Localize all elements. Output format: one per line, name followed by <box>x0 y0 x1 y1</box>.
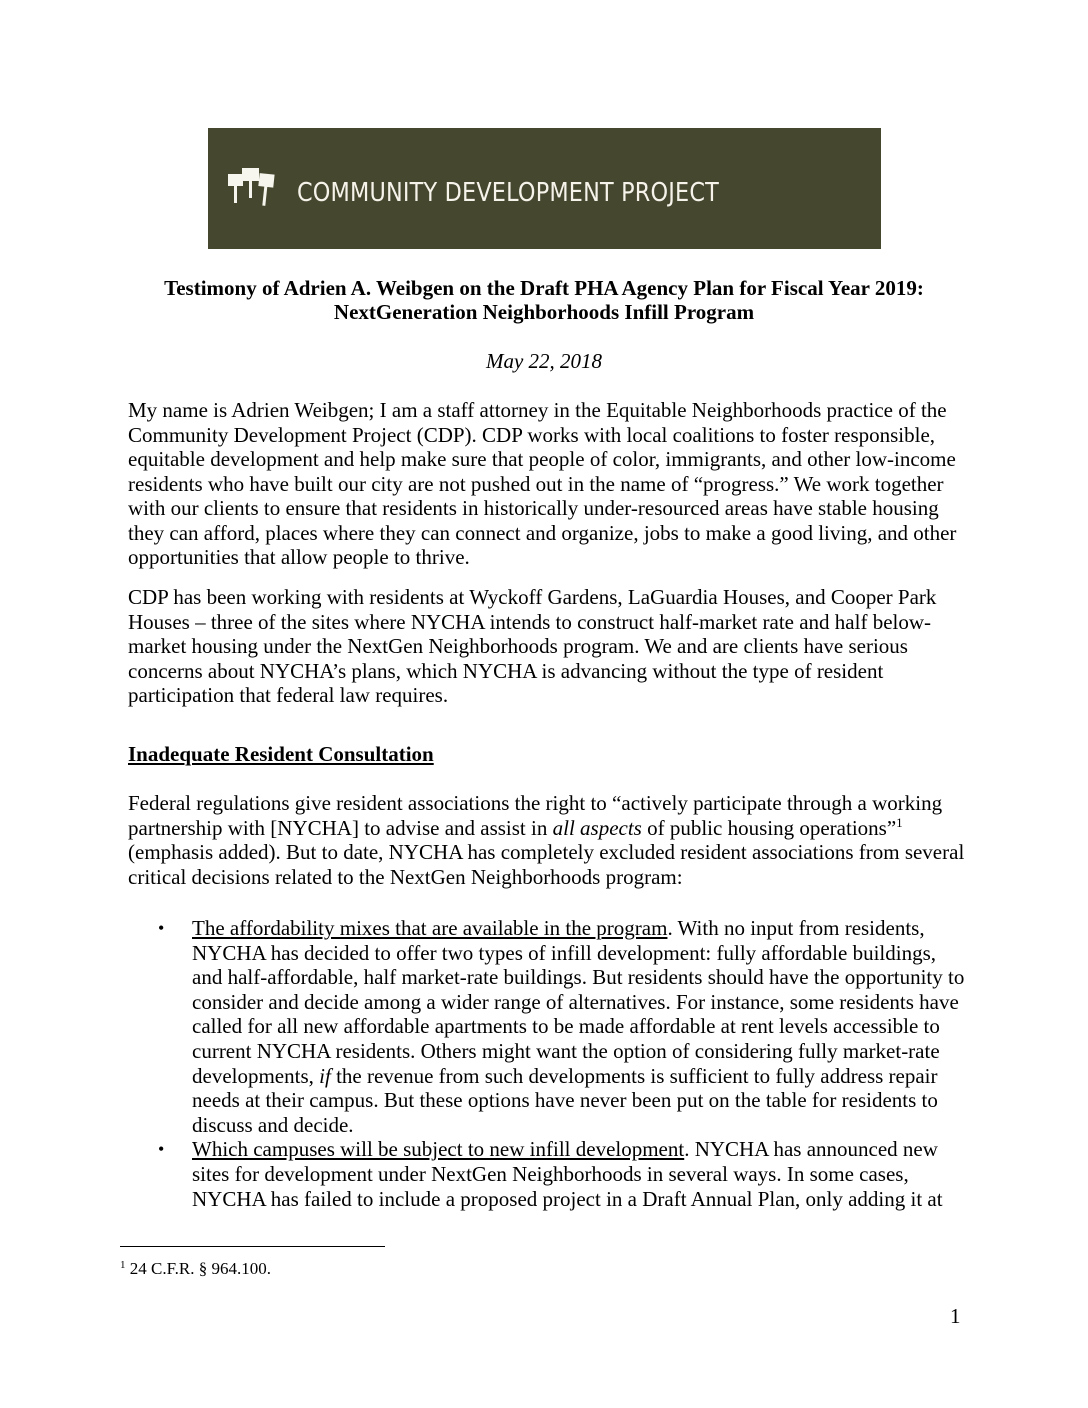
regulations-paragraph <box>128 791 968 889</box>
list-item <box>128 916 968 1137</box>
footnote <box>120 1259 271 1279</box>
document-title <box>100 276 988 324</box>
bullet-text: . NYCHA has announced new sites for development under NextGen Neighborhoods in several ways. In some cases, NYCHA has failed to include a proposed project in a Draft Annual Plan, only adding it at <box>192 1137 943 1211</box>
bullet-text-after: the revenue from such developments is sufficient to fully address repair needs at their campus. But these options have never been put on the table for residents to discuss and decide. <box>192 1063 938 1137</box>
section-heading: Inadequate Resident Consultation <box>128 742 434 766</box>
bullet-emphasis: if <box>319 1063 331 1088</box>
footnote-reference[interactable]: 1 <box>896 814 903 830</box>
page-number: 1 <box>950 1304 961 1328</box>
org-name: COMMUNITY DEVELOPMENT PROJECT <box>297 178 719 208</box>
protest-signs-icon <box>228 168 280 214</box>
footnote-divider <box>120 1246 385 1247</box>
bullet-text: . With no input from residents, NYCHA has decided to offer two types of infill development: fully affordable buildings, and half-affordable, half market-rate buildings. But residents should have the opportunity to consider and decide among a wider range of alternatives. For instance, some residents have called for all new affordable apartments to be made affordable at rent levels accessible to current NYCHA residents. Others might want the option of considering fully market-rate developments, <box>192 916 965 1088</box>
bullet-lead: Which campuses will be subject to new infill development <box>192 1137 685 1162</box>
bullet-lead: The affordability mixes that are available in the program <box>192 916 668 940</box>
intro-paragraph: My name is Adrien Weibgen; I am a staff attorney in the Equitable Neighborhoods practice of the Community Development Project (CDP). CDP works with local coalitions to foster responsible, equitable development and help make sure that people of color, immigrants, and other low-income residents who have built our city are not pushed out in the name of “progress.” We work together with our clients to ensure that residents in historically under-resourced areas have stable housing they can afford, places where they can connect and organize, jobs to make a good living, and other opportunities that allow people to thrive. <box>128 398 957 569</box>
footnote-text: 24 C.F.R. § 964.100. <box>125 1259 272 1278</box>
decisions-list <box>128 916 968 1211</box>
document-date: May 22, 2018 <box>485 349 603 373</box>
regs-text-after: (emphasis added). But to date, NYCHA has completely excluded resident associations from several critical decisions related to the NextGen Neighborhoods program: <box>128 840 965 889</box>
footnote-number: 1 <box>120 1259 126 1271</box>
bullet-icon: • <box>158 918 165 938</box>
list-item <box>128 1137 968 1211</box>
sites-paragraph: CDP has been working with residents at Wyckoff Gardens, LaGuardia Houses, and Cooper Park Houses – three of the sites where NYCHA intends to construct half-market rate and half below-market housing under the NextGen Neighborhoods program. We and are clients have serious concerns about NYCHA’s plans, which NYCHA is advancing without the type of resident participation that federal law requires. <box>128 585 937 707</box>
regs-emphasis: all aspects <box>552 815 642 840</box>
title-line-1: Testimony of Adrien A. Weibgen on the Draft PHA Agency Plan for Fiscal Year 2019: <box>164 276 924 300</box>
title-line-2: NextGeneration Neighborhoods Infill Program <box>333 300 755 324</box>
bullet-icon: • <box>158 1139 165 1160</box>
regs-text-mid: of public housing operations” <box>641 815 897 840</box>
regs-text-before: Federal regulations give resident associations the right to “actively participate through a working partnership with [NYCHA] to advise and assist in <box>128 791 943 840</box>
org-banner <box>208 128 881 249</box>
